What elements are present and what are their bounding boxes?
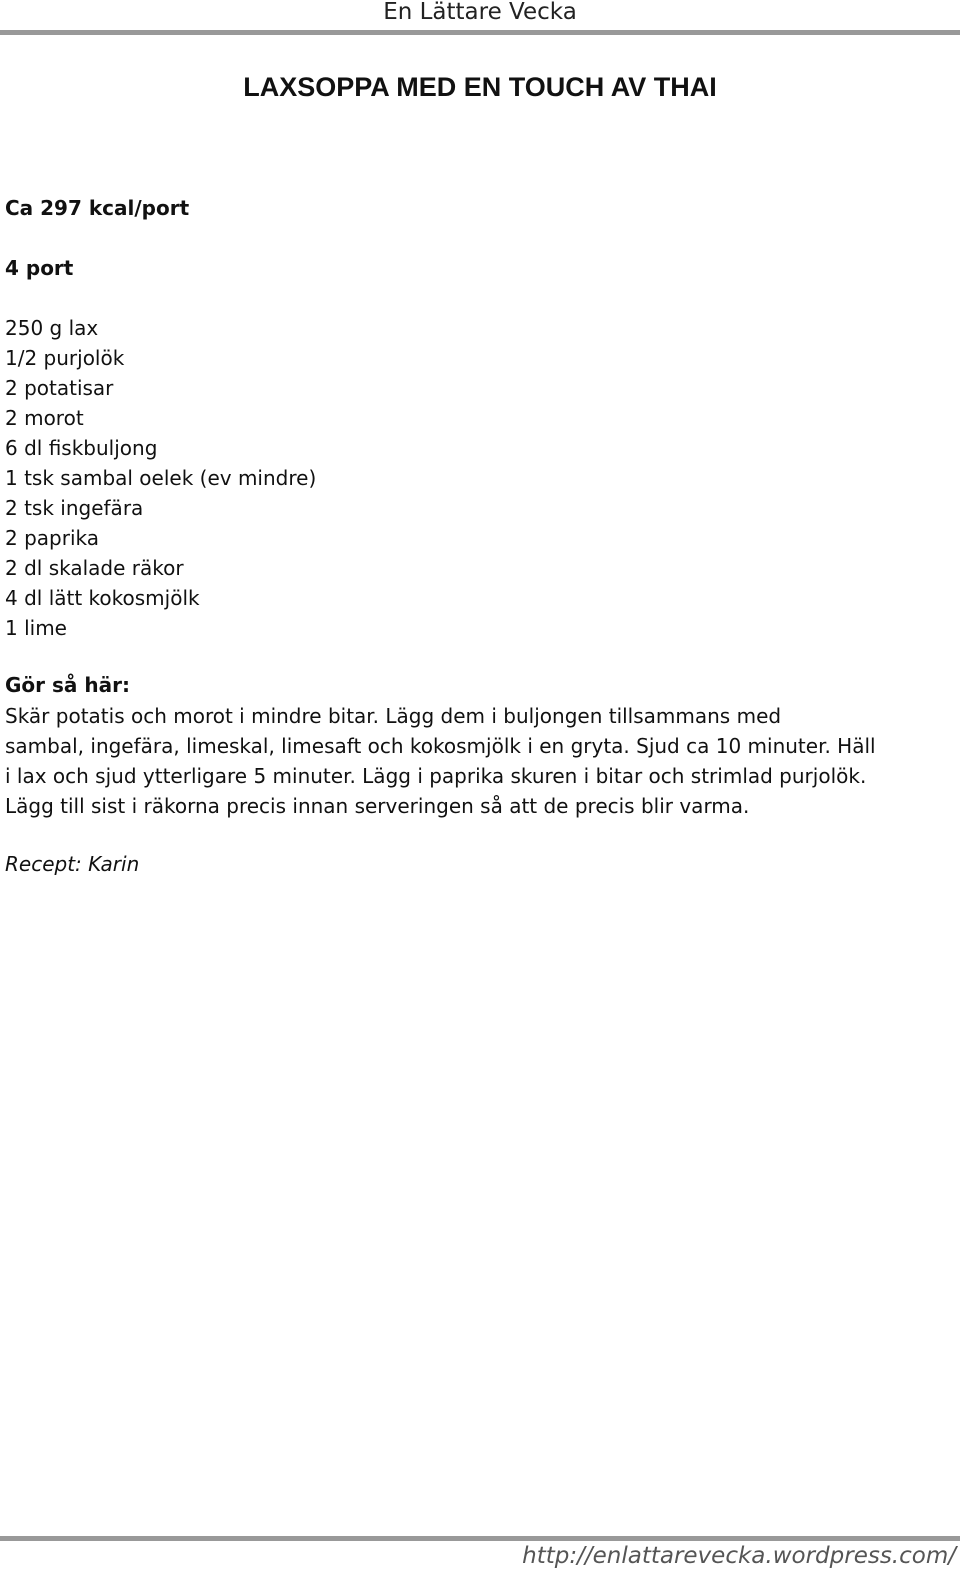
ingredient-item: 2 dl skalade räkor [5, 556, 184, 580]
portion-count: 4 port [5, 256, 74, 280]
ingredient-item: 250 g lax [5, 316, 99, 340]
calories-per-portion: Ca 297 kcal/port [5, 196, 190, 220]
ingredient-item: 2 potatisar [5, 376, 114, 400]
recipe-title: LAXSOPPA MED EN TOUCH AV THAI [243, 72, 717, 102]
ingredient-item: 2 tsk ingefära [5, 496, 144, 520]
method-heading: Gör så här: [5, 673, 130, 697]
header-divider [0, 30, 960, 35]
ingredient-list [5, 313, 316, 643]
method-instructions: Skär potatis och morot i mindre bitar. Lägg dem i buljongen tillsammans med sambal, ingefära, limeskal, limesaft och kokosmjölk i en gryta. Sjud ca 10 minuter. Häll i lax och sjud ytterligare 5 minuter. Lägg i paprika skuren i bitar och strimlad purjolök. Lägg till sist i räkorna precis innan serveringen så att de precis blir varma. [5, 704, 876, 818]
ingredient-item: 2 paprika [5, 526, 99, 550]
ingredient-item: 1 tsk sambal oelek (ev mindre) [5, 466, 317, 490]
ingredient-item: 1/2 purjolök [5, 346, 125, 370]
ingredient-item: 2 morot [5, 406, 84, 430]
footer-website-url: http://enlattarevecka.wordpress.com/ [522, 1543, 956, 1569]
site-header-title: En Lättare Vecka [383, 0, 577, 25]
ingredient-item: 6 dl fiskbuljong [5, 436, 158, 460]
ingredient-item: 1 lime [5, 616, 67, 640]
recipe-credit: Recept: Karin [5, 852, 140, 876]
ingredient-item: 4 dl lätt kokosmjölk [5, 586, 200, 610]
